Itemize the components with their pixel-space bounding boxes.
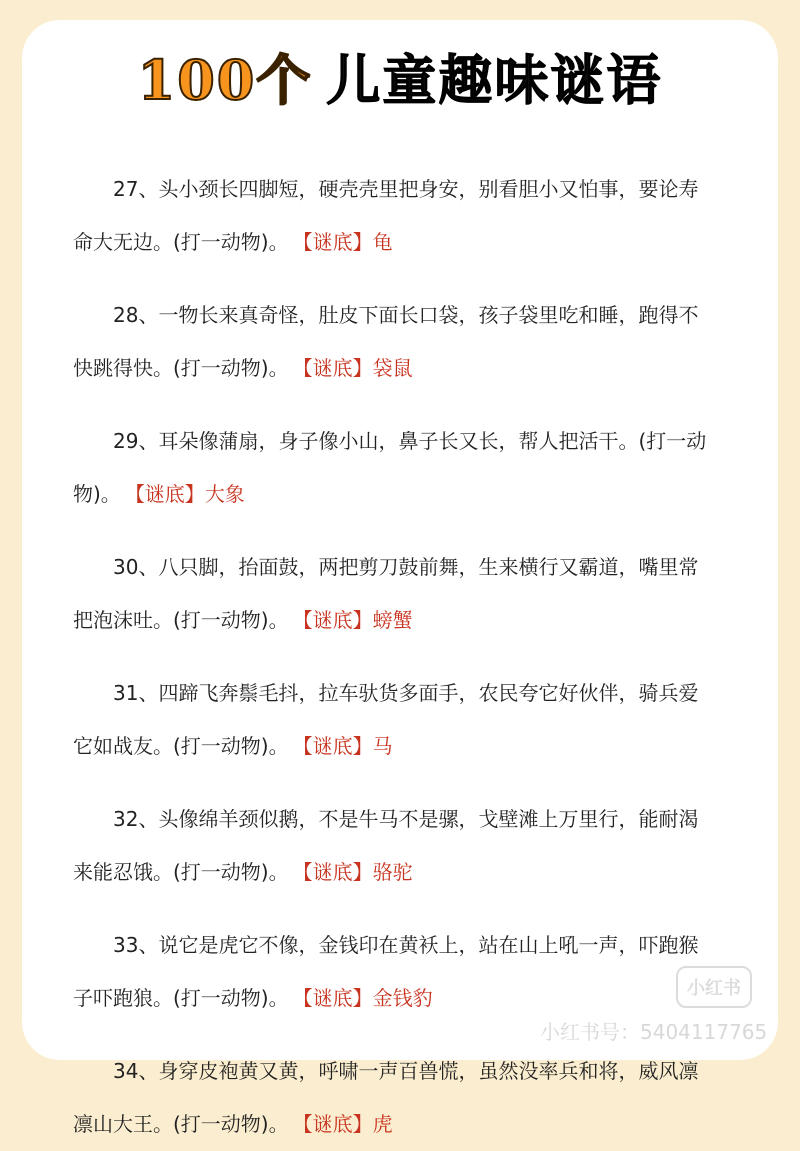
riddle-text: 33、说它是虎它不像，金钱印在黄袄上，站在山上吼一声，吓跑猴子吓跑狼。(打一动物)。 xyxy=(73,933,699,1010)
watermark-id: 小红书号：5404117765 xyxy=(540,1020,768,1044)
watermark-logo: 小红书 xyxy=(676,966,752,1008)
riddle-text: 34、身穿皮袍黄又黄，呼啸一声百兽慌，虽然没率兵和将，威风凛凛山大王。(打一动物)。 xyxy=(73,1059,699,1136)
answer-label: 【谜底】 xyxy=(302,986,373,1010)
answer-label: 【谜底】 xyxy=(134,482,205,506)
riddle-text: 31、四蹄飞奔鬃毛抖，拉车驮货多面手，农民夸它好伙伴，骑兵爱它如战友。(打一动物)。 xyxy=(73,681,699,758)
riddle-item xyxy=(73,415,713,521)
riddle-text: 28、一物长来真奇怪，肚皮下面长口袋，孩子袋里吃和睡，跑得不快跳得快。(打一动物)。 xyxy=(73,303,699,380)
answer-text: 虎 xyxy=(372,1112,393,1136)
answer-label: 【谜底】 xyxy=(302,1112,373,1136)
answer-label: 【谜底】 xyxy=(302,608,373,632)
answer-label: 【谜底】 xyxy=(302,860,373,884)
page-title xyxy=(0,38,800,115)
answer-text: 骆驼 xyxy=(372,860,413,884)
riddle-item xyxy=(73,541,713,647)
riddle-text: 32、头像绵羊颈似鹅，不是牛马不是骡，戈壁滩上万里行，能耐渴来能忍饿。(打一动物)。 xyxy=(73,807,699,884)
riddle-item xyxy=(73,289,713,395)
answer-text: 大象 xyxy=(204,482,245,506)
answer-text: 马 xyxy=(372,734,393,758)
answer-label: 【谜底】 xyxy=(302,230,373,254)
riddle-item xyxy=(73,793,713,899)
answer-text: 袋鼠 xyxy=(372,356,413,380)
title-number: 100个 xyxy=(137,48,313,112)
riddle-item xyxy=(73,667,713,773)
riddle-text: 27、头小颈长四脚短，硬壳壳里把身安，别看胆小又怕事，要论寿命大无边。(打一动物)。 xyxy=(73,177,699,254)
riddle-item xyxy=(73,1045,713,1151)
answer-text: 龟 xyxy=(372,230,393,254)
riddle-text: 30、八只脚，抬面鼓，两把剪刀鼓前舞，生来横行又霸道，嘴里常把泡沫吐。(打一动物)。 xyxy=(73,555,699,632)
riddle-item xyxy=(73,919,713,1025)
riddle-text: 29、耳朵像蒲扇，身子像小山，鼻子长又长，帮人把活干。(打一动物)。 xyxy=(73,429,707,506)
answer-text: 螃蟹 xyxy=(372,608,413,632)
answer-text: 金钱豹 xyxy=(372,986,433,1010)
answer-label: 【谜底】 xyxy=(302,356,373,380)
riddle-item xyxy=(73,163,713,269)
riddle-list xyxy=(73,143,713,1151)
answer-label: 【谜底】 xyxy=(302,734,373,758)
title-text: 儿童趣味谜语 xyxy=(326,49,663,112)
